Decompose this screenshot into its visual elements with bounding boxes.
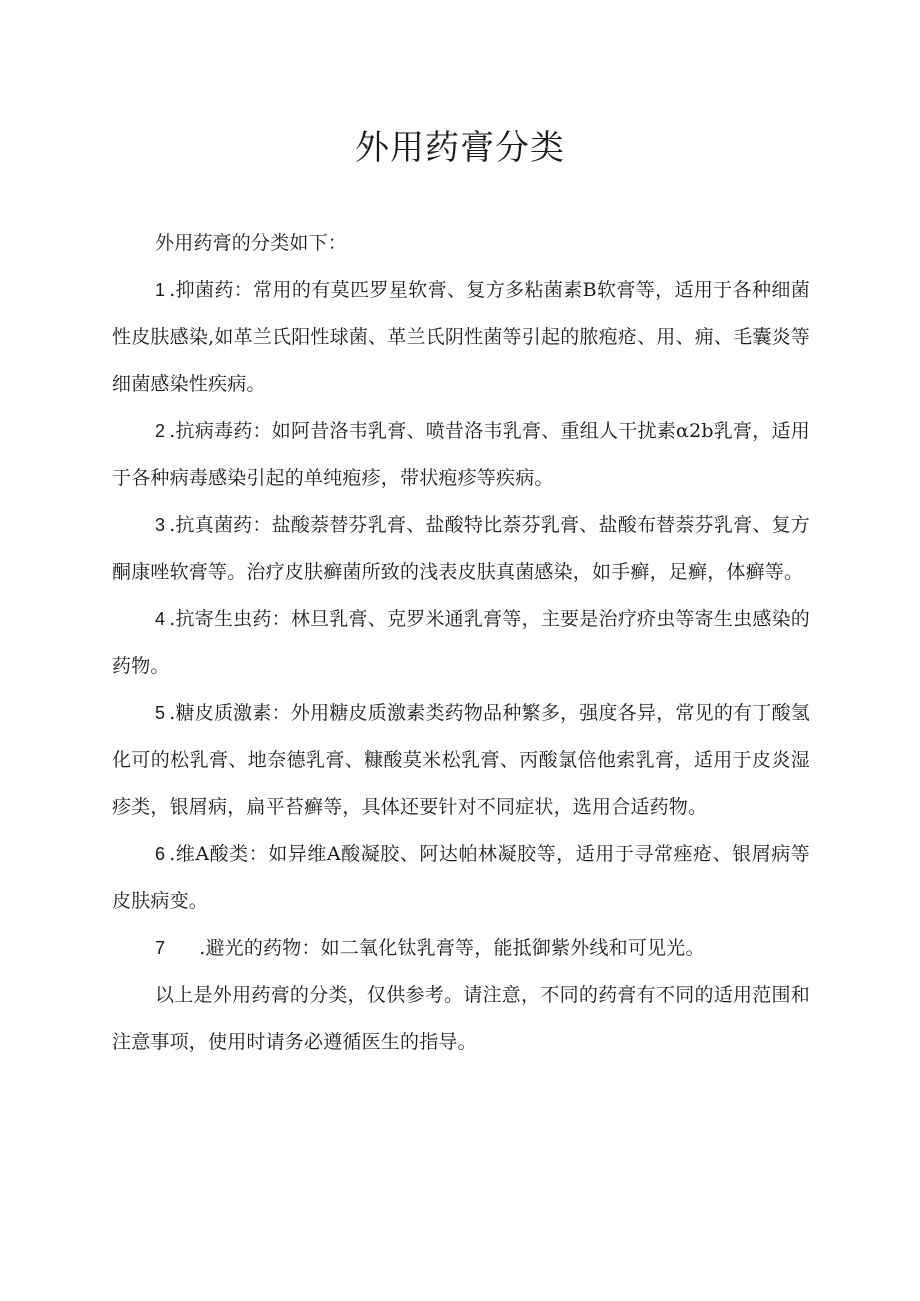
item-text: .抑菌药：常用的有莫匹罗星软膏、复方多粘菌素B软膏等，适用于各种细菌性皮肤感染,如革兰氏阳性球菌、革兰氏阴性菌等引起的脓疱疮、用、痈、毛囊炎等细菌感染性疾病。	[112, 279, 810, 395]
document-body	[112, 220, 810, 1066]
list-item-4	[112, 596, 810, 690]
list-item-7	[112, 925, 810, 972]
item-text: .避光的药物：如二氧化钛乳膏等，能抵御紫外线和可见光。	[199, 937, 705, 959]
list-item-3	[112, 502, 810, 596]
intro-paragraph: 外用药膏的分类如下：	[155, 232, 348, 254]
list-item-1	[112, 267, 810, 408]
list-item-6	[112, 831, 810, 925]
item-number: 1	[155, 280, 166, 300]
item-number: 2	[155, 421, 166, 441]
list-item-5	[112, 690, 810, 831]
item-number: 3	[155, 515, 166, 535]
item-number: 7	[155, 938, 166, 958]
item-number: 5	[155, 703, 166, 723]
item-number: 4	[155, 609, 166, 629]
item-text: .抗真菌药：盐酸萘替芬乳膏、盐酸特比萘芬乳膏、盐酸布替萘芬乳膏、复方酮康唑软膏等。治疗皮肤癣菌所致的浅表皮肤真菌感染，如手癣，足癣，体癣等。	[112, 514, 810, 583]
conclusion-paragraph: 以上是外用药膏的分类，仅供参考。请注意，不同的药膏有不同的适用范围和注意事项，使用时请务必遵循医生的指导。	[112, 984, 810, 1053]
list-item-2	[112, 408, 810, 502]
document-title: 外用药膏分类	[355, 128, 565, 168]
item-text: .维A酸类：如异维A酸凝胶、阿达帕林凝胶等，适用于寻常痤疮、银屑病等皮肤病变。	[112, 843, 810, 912]
item-text: .抗寄生虫药：林旦乳膏、克罗米通乳膏等，主要是治疗疥虫等寄生虫感染的药物。	[112, 608, 810, 677]
item-number: 6	[155, 844, 166, 864]
item-text: .糖皮质激素：外用糖皮质激素类药物品种繁多，强度各异，常见的有丁酸氢化可的松乳膏、地奈德乳膏、糠酸莫米松乳膏、丙酸氯倍他索乳膏，适用于皮炎湿疹类，银屑病，扁平苔癣等，具体还要针对不同症状，选用合适药物。	[112, 702, 810, 818]
item-text: .抗病毒药：如阿昔洛韦乳膏、喷昔洛韦乳膏、重组人干扰素α2b乳膏，适用于各种病毒感染引起的单纯疱疹，带状疱疹等疾病。	[112, 420, 810, 489]
